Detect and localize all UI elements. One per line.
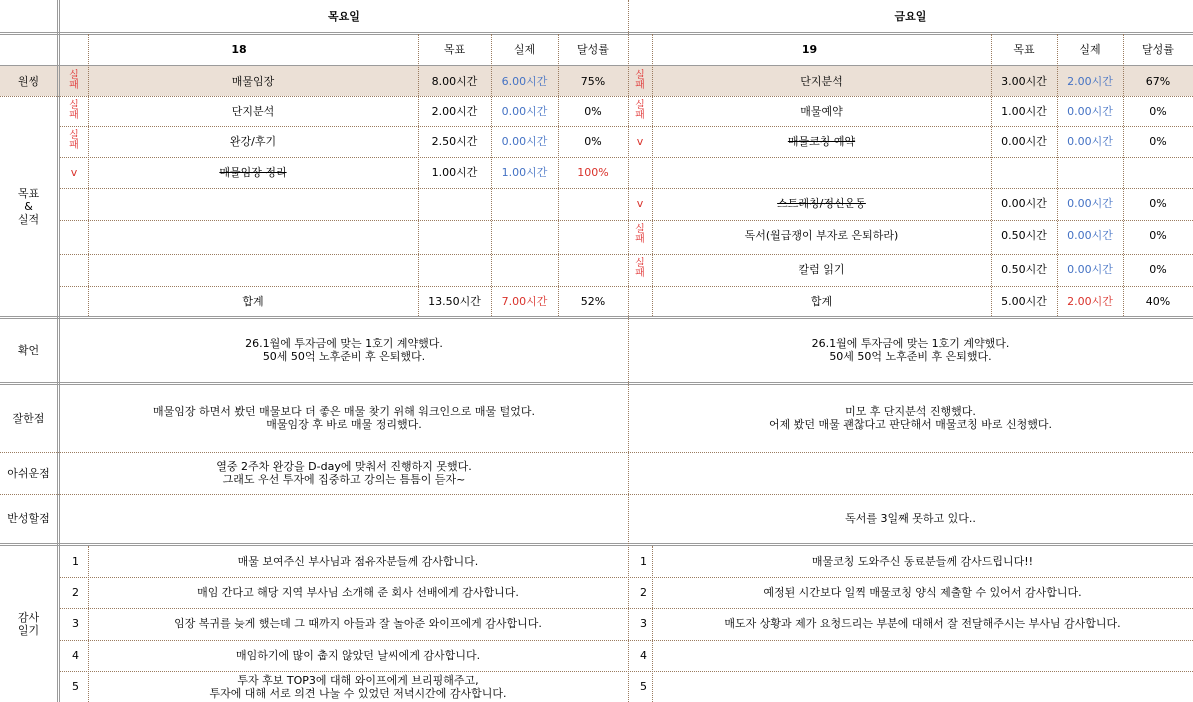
- thursday-gratitude-number[interactable]: 3: [72, 617, 79, 630]
- grid-line-h: [60, 577, 1193, 578]
- grid-line-v: [558, 34, 559, 316]
- thursday-gratitude-number[interactable]: 2: [72, 586, 79, 599]
- good-points-text-thursday-line-2: 매물임장 후 바로 매물 정리했다.: [266, 418, 422, 431]
- grid-line-v: [1057, 34, 1058, 316]
- fail-mark[interactable]: [60, 66, 88, 96]
- fail-mark[interactable]: [628, 96, 652, 126]
- friday-task-goal[interactable]: 0.00시간: [1001, 196, 1047, 210]
- thursday-task-goal[interactable]: 13.50시간: [428, 294, 481, 308]
- section-goals-line-2: &: [24, 199, 33, 213]
- thursday-task-actual[interactable]: 0.00시간: [501, 134, 548, 148]
- fail-mark-line-1: 실: [69, 70, 79, 81]
- col-goal-left[interactable]: 목표: [443, 42, 466, 56]
- fail-mark-line-1: 실: [635, 70, 645, 81]
- grid-line-h: [0, 382, 1193, 385]
- friday-gratitude-number[interactable]: 3: [640, 617, 647, 630]
- grid-line-v: [1123, 34, 1124, 316]
- friday-task-actual[interactable]: 0.00시간: [1067, 196, 1113, 210]
- section-good-points[interactable]: 잘한점: [12, 411, 45, 425]
- grid-line-h: [0, 65, 1193, 66]
- thursday-gratitude-number[interactable]: 1: [72, 555, 79, 568]
- thursday-task-goal[interactable]: 2.50시간: [431, 134, 478, 148]
- thursday-task-actual[interactable]: 7.00시간: [501, 294, 548, 308]
- thursday-task-actual[interactable]: [491, 254, 558, 284]
- good-points-text-friday[interactable]: [628, 384, 1193, 452]
- col-rate-left[interactable]: 달성률: [577, 42, 609, 56]
- thursday-task-name[interactable]: 매물임장 정리: [219, 165, 287, 179]
- thursday-gratitude-number[interactable]: 4: [72, 649, 79, 662]
- fail-mark-line-1: 실: [635, 224, 645, 235]
- thursday-gratitude-text[interactable]: [88, 671, 628, 702]
- grid-line-h: [0, 32, 1193, 35]
- grid-line-h: [60, 671, 1193, 672]
- thursday-gratitude-text-line-1: 매물 보여주신 부사님과 점유자분들께 감사합니다.: [237, 555, 479, 568]
- grid-line-v: [652, 546, 653, 702]
- friday-task-name[interactable]: [652, 157, 991, 187]
- fail-mark-line-2: 패: [635, 80, 645, 91]
- friday-task-name[interactable]: 독서(월급쟁이 부자로 은퇴하라): [744, 228, 899, 242]
- affirmation-text-friday[interactable]: [628, 318, 1193, 382]
- thursday-task-goal[interactable]: 1.00시간: [431, 165, 478, 179]
- grid-line-h: [60, 640, 1193, 641]
- day-header-thursday[interactable]: 목요일: [328, 9, 360, 23]
- good-points-text-friday-line-1: 미모 후 단지분석 진행했다.: [845, 405, 976, 418]
- thursday-gratitude-text[interactable]: [88, 640, 628, 671]
- friday-gratitude-number[interactable]: 4: [640, 649, 647, 662]
- fail-mark-line-2: 패: [69, 140, 79, 151]
- grid-line-h: [60, 220, 1193, 221]
- thursday-gratitude-text[interactable]: [88, 546, 628, 577]
- thursday-task-actual[interactable]: 0.00시간: [501, 104, 548, 118]
- thursday-task-name[interactable]: [88, 188, 418, 218]
- thursday-gratitude-text[interactable]: [88, 608, 628, 639]
- fail-mark[interactable]: [628, 254, 652, 284]
- affirmation-text-friday-line-1: 26.1월에 투자금에 맞는 1호기 계약했다.: [811, 337, 1010, 350]
- friday-task-actual[interactable]: 2.00시간: [1067, 294, 1113, 308]
- friday-task-rate[interactable]: 67%: [1145, 74, 1171, 88]
- thursday-gratitude-number[interactable]: 5: [72, 680, 79, 693]
- regret-text-thursday-line-1: 열중 2주차 완강을 D-day에 맞춰서 진행하지 못했다.: [216, 460, 472, 473]
- friday-gratitude-text-line-1: 매물코칭 도와주신 동료분들께 감사드립니다!!: [811, 555, 1034, 568]
- fail-mark-line-2: 패: [635, 268, 645, 279]
- friday-task-rate[interactable]: 0%: [1149, 262, 1167, 276]
- fail-mark-line-1: 실: [69, 100, 79, 111]
- thursday-task-actual[interactable]: 1.00시간: [501, 165, 548, 179]
- date-header-right[interactable]: 19: [801, 42, 818, 56]
- good-points-text-thursday-line-1: 매물임장 하면서 봤던 매물보다 더 좋은 매물 찾기 위해 워크인으로 매물 털었다.: [153, 405, 535, 418]
- grid-line-h: [60, 126, 1193, 127]
- friday-task-actual[interactable]: 0.00시간: [1067, 228, 1113, 242]
- section-goals[interactable]: [0, 96, 57, 316]
- date-header-left[interactable]: 18: [231, 42, 247, 56]
- regret-text-thursday-line-2: 그래도 우선 투자에 집중하고 강의는 틈틈이 듣자~: [222, 473, 466, 486]
- thursday-gratitude-text-line-1: 매임 간다고 해당 지역 부사님 소개해 준 회사 선배에게 감사합니다.: [197, 586, 519, 599]
- grid-line-h: [0, 543, 1193, 546]
- friday-task-goal[interactable]: 0.50시간: [1001, 262, 1047, 276]
- thursday-task-rate[interactable]: [558, 188, 628, 218]
- grid-line-h: [60, 608, 1193, 609]
- thursday-task-goal[interactable]: [418, 220, 491, 250]
- grid-line-v: [88, 34, 89, 316]
- fail-mark-line-1: 실: [635, 258, 645, 269]
- thursday-task-rate[interactable]: [558, 220, 628, 250]
- section-gratitude[interactable]: [0, 546, 57, 702]
- friday-task-goal[interactable]: 3.00시간: [1001, 74, 1047, 88]
- grid-line-h: [0, 96, 1193, 97]
- grid-line-h: [60, 286, 1193, 287]
- thursday-task-rate[interactable]: 0%: [584, 134, 602, 148]
- fail-mark-line-2: 패: [635, 234, 645, 245]
- friday-task-goal[interactable]: [991, 157, 1057, 187]
- friday-task-name[interactable]: 칼럼 읽기: [798, 262, 845, 276]
- thursday-gratitude-text-line-1: 투자 후보 TOP3에 대해 와이프에게 브리핑해주고,: [237, 673, 479, 687]
- grid-line-h: [0, 452, 1193, 453]
- friday-gratitude-text-line-1: 예정된 시간보다 일찍 매물코칭 양식 제출할 수 있어서 감사합니다.: [763, 586, 1082, 599]
- affirmation-text-thursday-line-1: 26.1월에 투자금에 맞는 1호기 계약했다.: [245, 337, 443, 350]
- grid-line-h: [0, 316, 1193, 319]
- fail-mark-line-1: 실: [69, 130, 79, 141]
- friday-task-name[interactable]: 단지분석: [800, 74, 843, 88]
- thursday-task-rate[interactable]: 100%: [577, 165, 609, 179]
- thursday-task-name[interactable]: 합계: [242, 294, 264, 308]
- section-gratitude-line-1: 감사: [17, 611, 40, 624]
- fail-mark[interactable]: [60, 126, 88, 156]
- friday-task-name[interactable]: 합계: [810, 294, 833, 308]
- grid-line-h: [60, 157, 1193, 158]
- friday-task-actual[interactable]: 0.00시간: [1067, 134, 1113, 148]
- thursday-task-goal[interactable]: 8.00시간: [431, 74, 478, 88]
- fail-mark[interactable]: [60, 96, 88, 126]
- grid-line-h: [60, 254, 1193, 255]
- check-mark[interactable]: v: [70, 165, 78, 179]
- thursday-task-actual[interactable]: [491, 220, 558, 250]
- friday-task-actual[interactable]: [1057, 157, 1123, 187]
- thursday-task-name[interactable]: [88, 254, 418, 284]
- col-actual-right[interactable]: 실제: [1079, 42, 1101, 56]
- grid-line-v: [628, 0, 629, 702]
- grid-line-h: [0, 494, 1193, 495]
- reflection-text-friday[interactable]: 독서를 3일째 못하고 있다..: [845, 511, 976, 525]
- thursday-gratitude-text-line-2: 투자에 대해 서로 의견 나눌 수 있었던 저녁시간에 감사합니다.: [209, 686, 507, 700]
- affirmation-text-friday-line-2: 50세 50억 노후준비 후 은퇴했다.: [829, 350, 992, 363]
- thursday-task-goal[interactable]: [418, 188, 491, 218]
- friday-task-name[interactable]: 스트레칭/정신운동: [777, 196, 866, 210]
- friday-task-actual[interactable]: 0.00시간: [1067, 262, 1113, 276]
- col-rate-right[interactable]: 달성률: [1142, 42, 1174, 56]
- regret-text-thursday[interactable]: [60, 452, 628, 494]
- friday-gratitude-number[interactable]: 5: [640, 680, 647, 693]
- grid-line-v: [991, 34, 992, 316]
- friday-task-goal[interactable]: 5.00시간: [1001, 294, 1047, 308]
- affirmation-text-thursday[interactable]: [60, 318, 628, 382]
- thursday-task-rate[interactable]: 52%: [580, 294, 606, 308]
- friday-gratitude-number[interactable]: 1: [640, 555, 647, 568]
- friday-task-actual[interactable]: 0.00시간: [1067, 104, 1113, 118]
- fail-mark-line-2: 패: [69, 110, 79, 121]
- thursday-task-rate[interactable]: 75%: [580, 74, 606, 88]
- thursday-gratitude-text[interactable]: [88, 577, 628, 608]
- friday-gratitude-text[interactable]: [652, 577, 1193, 608]
- thursday-task-name[interactable]: [88, 220, 418, 250]
- section-reflection[interactable]: 반성할점: [7, 511, 50, 525]
- friday-task-actual[interactable]: 2.00시간: [1067, 74, 1113, 88]
- good-points-text-friday-line-2: 어제 봤던 매물 괜찮다고 판단해서 매물코칭 바로 신청했다.: [769, 418, 1052, 431]
- grid-line-v: [88, 546, 89, 702]
- friday-gratitude-text-line-1: 매도자 상황과 제가 요청드리는 부분에 대해서 잘 전달해주시는 부사님 감사합니다.: [724, 617, 1121, 630]
- section-one-thing[interactable]: 원씽: [17, 74, 40, 88]
- friday-task-rate[interactable]: 0%: [1149, 104, 1167, 118]
- fail-mark-line-1: 실: [635, 100, 645, 111]
- thursday-task-name[interactable]: 단지분석: [231, 104, 275, 118]
- friday-task-rate[interactable]: 0%: [1149, 134, 1167, 148]
- fail-mark-line-2: 패: [69, 80, 79, 91]
- section-goals-line-3: 실적: [17, 212, 40, 226]
- fail-mark[interactable]: [628, 220, 652, 250]
- col-actual-left[interactable]: 실제: [513, 42, 536, 56]
- thursday-task-goal[interactable]: [418, 254, 491, 284]
- section-goals-line-1: 목표: [17, 186, 40, 200]
- friday-gratitude-text[interactable]: [652, 546, 1193, 577]
- grid-line-h: [60, 188, 1193, 189]
- section-regrets[interactable]: 아쉬운점: [7, 466, 50, 480]
- section-gratitude-line-2: 일기: [17, 624, 40, 637]
- friday-task-goal[interactable]: 0.00시간: [1001, 134, 1047, 148]
- thursday-task-name[interactable]: 완강/후기: [229, 134, 277, 148]
- grid-line-v: [491, 34, 492, 316]
- thursday-task-actual[interactable]: 6.00시간: [501, 74, 548, 88]
- affirmation-text-thursday-line-2: 50세 50억 노후준비 후 은퇴했다.: [262, 350, 426, 363]
- good-points-text-thursday[interactable]: [60, 384, 628, 452]
- col-goal-right[interactable]: 목표: [1013, 42, 1035, 56]
- grid-line-v: [57, 0, 60, 702]
- friday-task-rate[interactable]: 0%: [1149, 196, 1167, 210]
- thursday-task-rate[interactable]: [558, 254, 628, 284]
- grid-line-v: [652, 34, 653, 316]
- thursday-task-rate[interactable]: 0%: [584, 104, 602, 118]
- fail-mark[interactable]: [628, 66, 652, 96]
- friday-task-rate[interactable]: 40%: [1145, 294, 1171, 308]
- friday-task-rate[interactable]: 0%: [1149, 228, 1167, 242]
- thursday-task-name[interactable]: 매물임장: [231, 74, 275, 88]
- thursday-gratitude-text-line-1: 매임하기에 많이 춥지 않았던 날씨에게 감사합니다.: [235, 649, 481, 662]
- friday-task-goal[interactable]: 1.00시간: [1001, 104, 1047, 118]
- friday-task-name[interactable]: 매물예약: [800, 104, 843, 118]
- check-mark[interactable]: v: [636, 134, 644, 148]
- day-header-friday[interactable]: 금요일: [894, 9, 927, 23]
- friday-gratitude-text[interactable]: [652, 608, 1193, 639]
- thursday-gratitude-text-line-1: 임장 복귀를 늦게 했는데 그 때까지 아들과 잘 놀아준 와이프에게 감사합니다.: [174, 617, 542, 630]
- grid-line-v: [418, 34, 419, 316]
- friday-gratitude-number[interactable]: 2: [640, 586, 647, 599]
- section-affirmation[interactable]: 확언: [17, 343, 40, 357]
- fail-mark-line-2: 패: [635, 110, 645, 121]
- friday-task-goal[interactable]: 0.50시간: [1001, 228, 1047, 242]
- friday-task-rate[interactable]: [1123, 157, 1193, 187]
- thursday-task-goal[interactable]: 2.00시간: [431, 104, 478, 118]
- thursday-task-actual[interactable]: [491, 188, 558, 218]
- check-mark[interactable]: v: [636, 196, 644, 210]
- friday-task-name[interactable]: 매물코칭 예약: [787, 134, 856, 148]
